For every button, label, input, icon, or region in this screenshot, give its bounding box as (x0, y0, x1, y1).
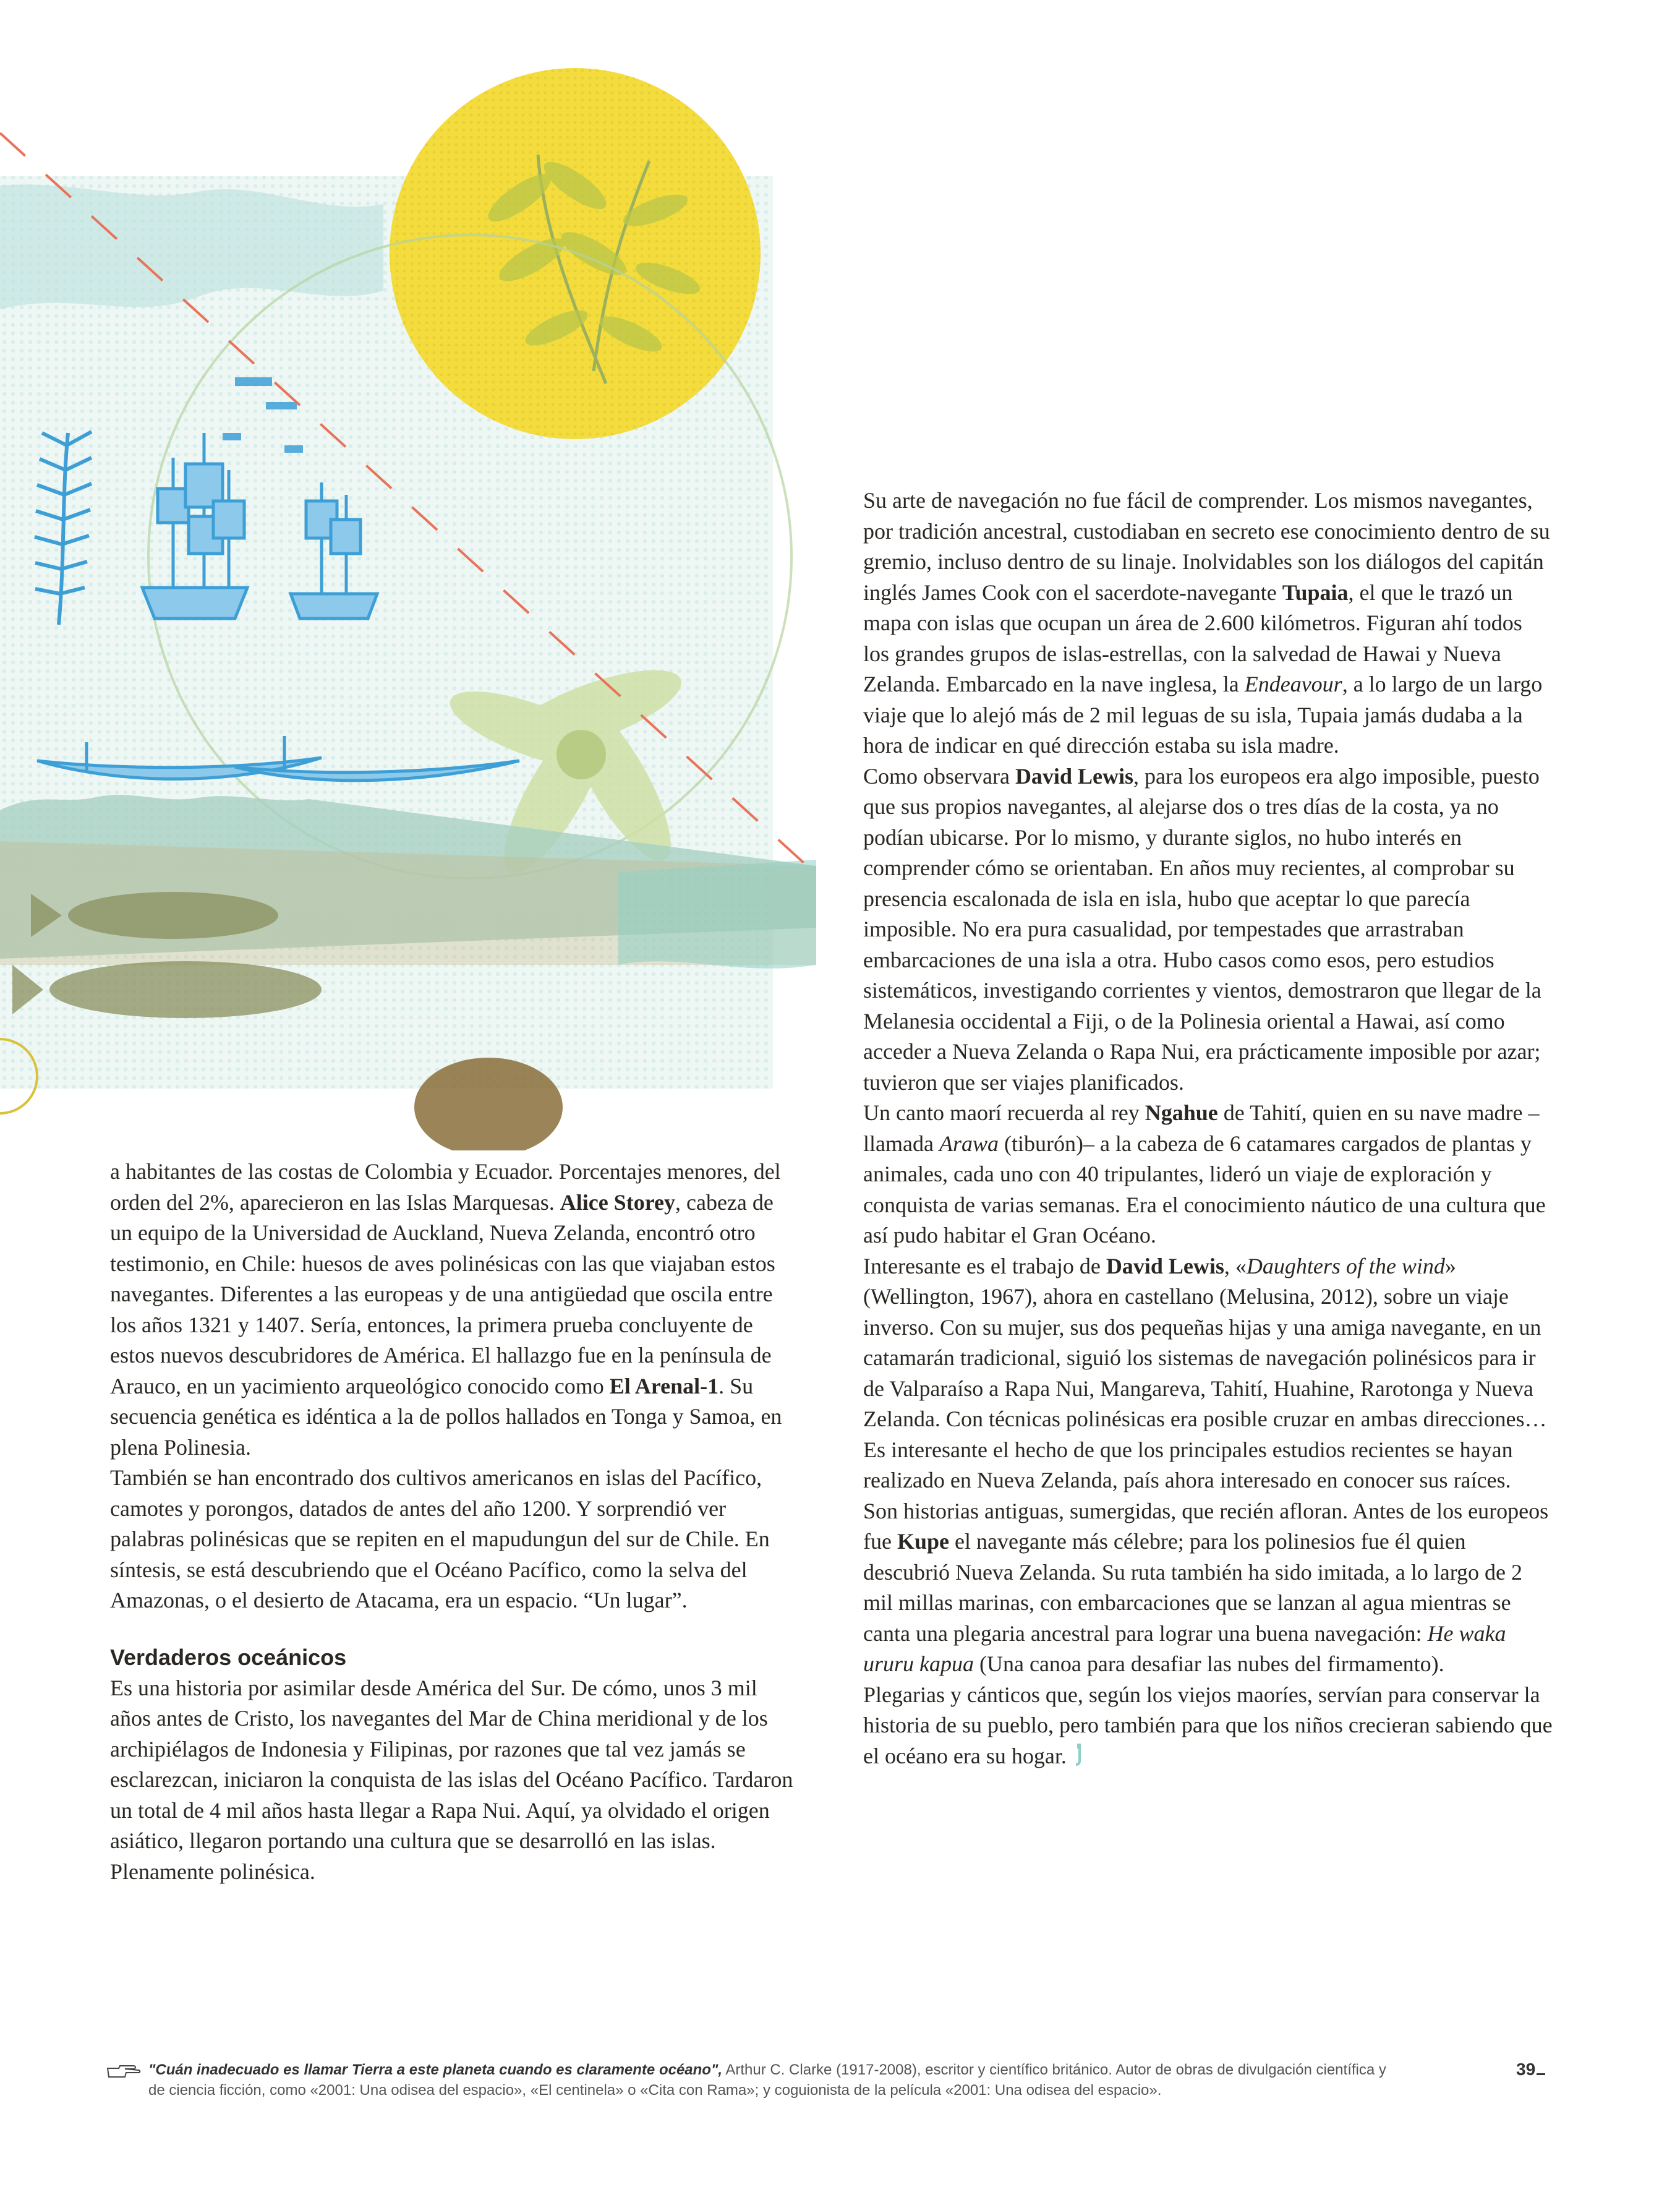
end-mark-icon (1072, 1742, 1086, 1767)
quote-text: "Cuán inadecuado es llamar Tierra a este planeta cuando es claramente océano", (148, 2061, 723, 2078)
ship-endeavour: Endeavour (1244, 672, 1342, 696)
footer-quote (110, 2060, 1446, 2100)
name-david-lewis-2: David Lewis (1106, 1253, 1224, 1278)
right-paragraph-3: Un canto maorí recuerda al rey Ngahue de Tahití, quien en su nave madre –llamada Arawa (tiburón)– a la cabeza de 6 catamares cargados de plantas y animales, cada uno con 40 tripulantes, lideró un viaje de exploración y conquista de varias semanas. Era el conocimiento náutico de una cultura que así pudo habitar el Gran Océano. (863, 1100, 1546, 1248)
right-paragraph-7: Plegarias y cánticos que, según los viejos maoríes, servían para conservar la historia de su pueblo, pero también para que los niños crecieran sabiendo que el océano era su hogar. (863, 1682, 1553, 1768)
name-kupe: Kupe (897, 1529, 949, 1554)
right-paragraph-4: Interesante es el trabajo de David Lewis, «Daughters of the wind» (Wellington, 1967), ahora en castellano (Melusina, 2012), sobre un viaje inverso. Con su mujer, sus dos pequeñas hijas y una amiga navegante, en un catamarán tradicional, siguió los sistemas de navegación polinésicos para ir de Valparaíso a Rapa Nui, Mangareva, Tahití, Huahine, Rarotonga y Nueva Zelanda. Con técnicas polinésicas era posible cruzar en ambas direcciones… (863, 1253, 1547, 1431)
name-el-arenal: El Arenal-1 (609, 1373, 719, 1398)
pointing-hand-icon (106, 2063, 141, 2079)
page-number: 39 (1516, 2060, 1545, 2079)
section-heading: Verdaderos oceánicos (110, 1644, 347, 1670)
collage-illustration (0, 0, 816, 1150)
name-ngahue: Ngahue (1145, 1100, 1218, 1125)
name-alice-storey: Alice Storey (560, 1189, 675, 1215)
left-paragraph-2: También se han encontrado dos cultivos americanos en islas del Pacífico, camotes y porongos, datados de antes del año 1200. Y sorprendió ver palabras polinésicas que se repiten en el mapudungun del sur de Chile. En síntesis, se está descubriendo que el Océano Pacífico, como la selva del Amazonas, o el desierto de Atacama, era un espacio. “Un lugar”. (110, 1465, 770, 1612)
name-tupaia: Tupaia (1282, 580, 1349, 605)
left-paragraph-3: Es una historia por asimilar desde América del Sur. De cómo, unos 3 mil años antes de Cristo, los navegantes del Mar de China meridional y de los archipiélagos de Indonesia y Filipinas, por razones que tal vez jamás se esclarezcan, iniciaron la conquista de las islas del Océano Pacífico. Tardaron un total de 4 mil años hasta llegar a Rapa Nui. Aquí, ya olvidado el origen asiático, llegaron portando una cultura que se desarrolló en las islas. Plenamente polinésica. (110, 1675, 793, 1884)
right-paragraph-1: Su arte de navegación no fue fácil de comprender. Los mismos navegantes, por tradición ancestral, custodiaban en secreto ese conocimiento dentro de su gremio, incluso dentro de su linaje. Inolvidables son los diálogos del capitán inglés James Cook con el sacerdote-navegante Tupaia, el que le trazó un mapa con islas que ocupan un área de 2.600 kilómetros. Figuran ahí todos los grandes grupos de islas-estrellas, con la salvedad de Hawai y Nueva Zelanda. Embarcado en la nave inglesa, la Endeavour, a lo largo de un largo viaje que lo alejó más de 2 mil leguas de su isla, Tupaia jamás dudaba a la hora de indicar en qué dirección estaba su isla madre. (863, 488, 1550, 758)
quote-attribution: Arthur C. Clarke (1917-2008), escritor y científico británico. Autor de obras de divulgación científica y (722, 2061, 1386, 2078)
quote-line-2: de ciencia ficción, como «2001: Una odisea del espacio», «El centinela» o «Cita con Rama»; y coguionista de la película «2001: Una odisea del espacio». (148, 2082, 1162, 2099)
left-column (110, 1157, 798, 1887)
ship-arawa: Arawa (939, 1131, 999, 1156)
right-paragraph-2: Como observara David Lewis, para los europeos era algo imposible, puesto que sus propios navegantes, al alejarse dos o tres días de la costa, ya no podían ubicarse. Por lo mismo, y durante siglos, no hubo interés en comprender cómo se orientaban. En años muy recientes, al comprobar su presencia escalonada de isla en isla, hubo que aceptar lo que parecía imposible. No era pura casualidad, por tempestades que arrastraban embarcaciones de una isla a otra. Hubo casos como esos, pero estudios sistemáticos, investigando corrientes y vientos, demostraron que llegar de la Melanesia occidental a Fiji, o de la Polinesia oriental a Hawai, así como acceder a Nueva Zelanda o Rapa Nui, era prácticamente imposible por azar; tuvieron que ser viajes planificados. (863, 763, 1541, 1095)
right-paragraph-5: Es interesante el hecho de que los principales estudios recientes se hayan realizado en Nueva Zelanda, país ahora interesado en conocer sus raíces. (863, 1437, 1513, 1492)
book-title: Daughters of the wind (1246, 1253, 1445, 1278)
left-paragraph-1: a habitantes de las costas de Colombia y Ecuador. Porcentajes menores, del orden del 2%, aparecieron en las Islas Marquesas. Alice Storey, cabeza de un equipo de la Universidad de Auckland, Nueva Zelanda, encontró otro testimonio, en Chile: huesos de aves polinésicas con las que viajaban estos navegantes. Diferentes a las europeas y de una antigüedad que oscila entre los años 1321 y 1407. Sería, entonces, la primera prueba concluyente de estos nuevos descubridores de América. El hallazgo fue en la península de Arauco, en un yacimiento arqueológico conocido como El Arenal-1. Su secuencia genética es idéntica a la de pollos hallados en Tonga y Samoa, en plena Polinesia. (110, 1159, 782, 1460)
name-david-lewis: David Lewis (1015, 763, 1133, 789)
right-column (863, 486, 1553, 1771)
right-paragraph-6: Son historias antiguas, sumergidas, que recién afloran. Antes de los europeos fue Kupe el navegante más célebre; para los polinesios fue él quien descubrió Nueva Zelanda. Su ruta también ha sido imitada, a lo largo de 2 mil millas marinas, con embarcaciones que se lanzan al agua mientras se canta una plegaria ancestral para lograr una buena navegación: He waka ururu kapua (Una canoa para desafiar las nubes del firmamento). (863, 1498, 1549, 1676)
maori-phrase: He waka ururu kapua (863, 1620, 1506, 1676)
